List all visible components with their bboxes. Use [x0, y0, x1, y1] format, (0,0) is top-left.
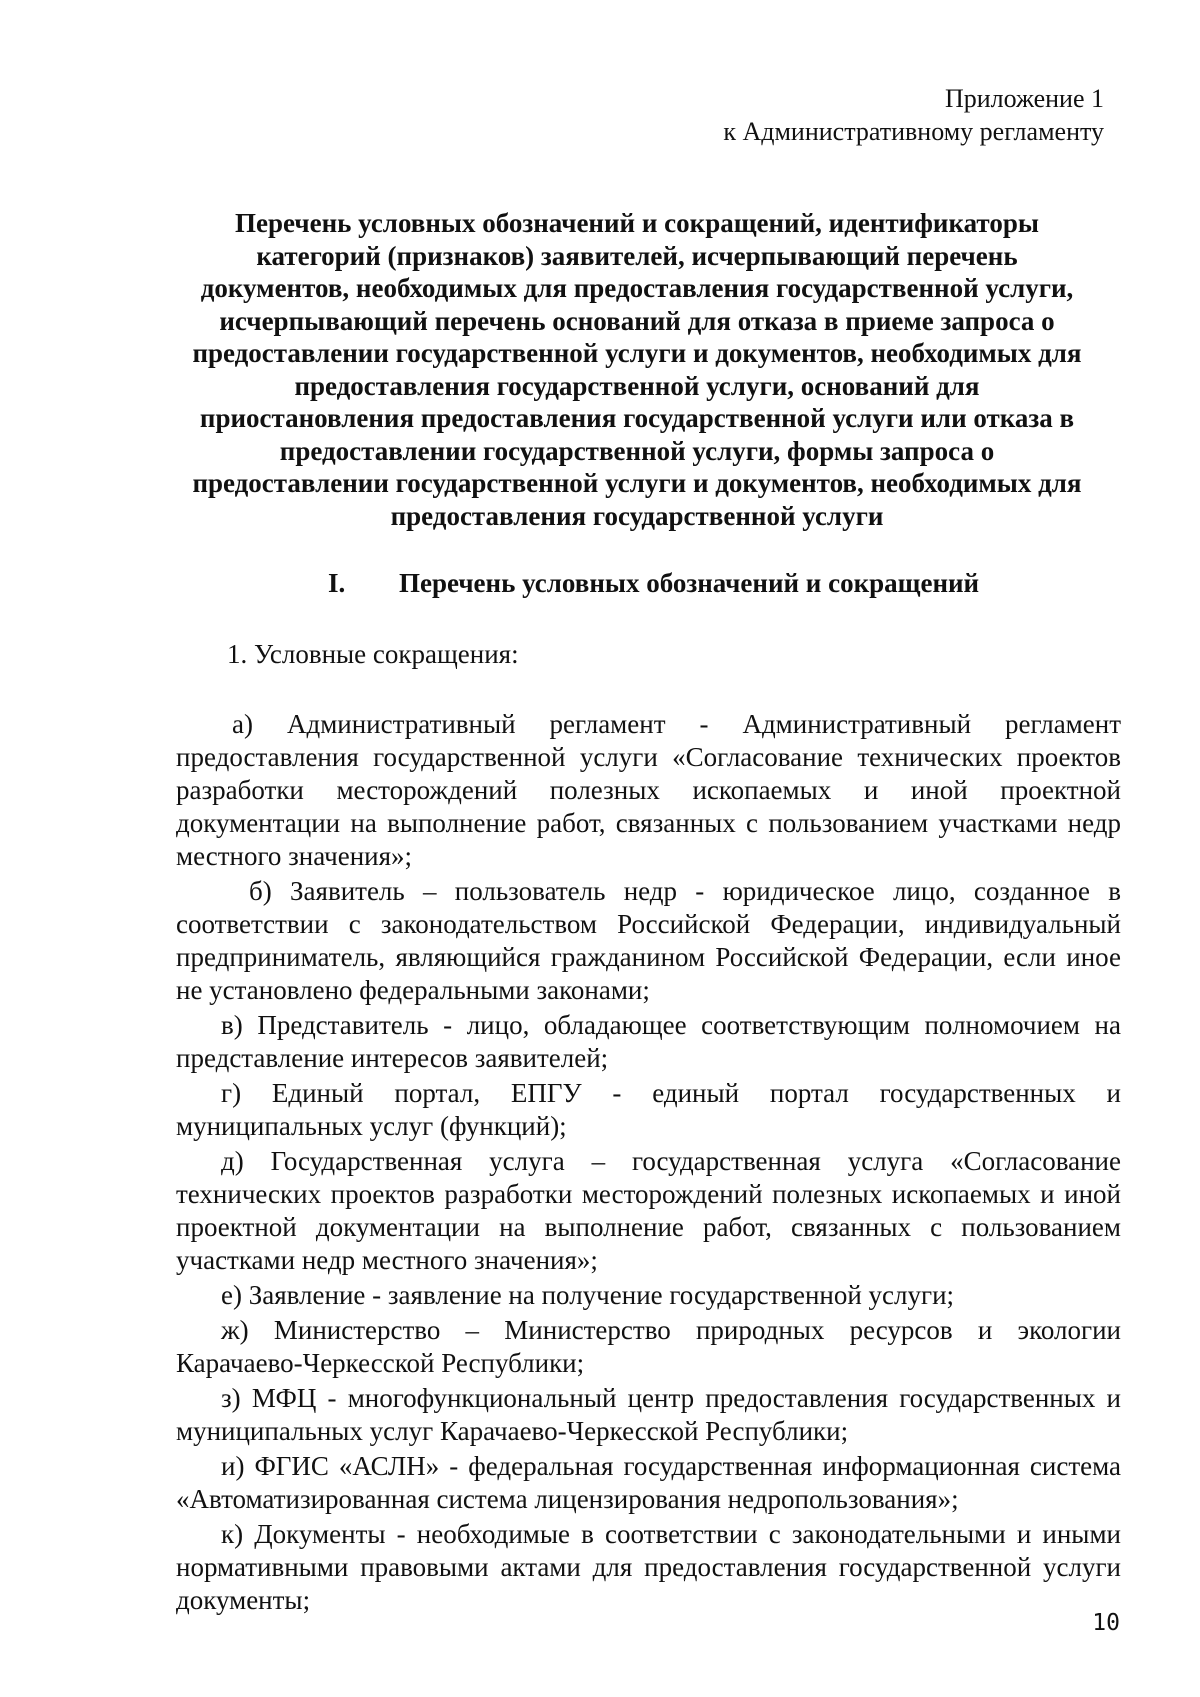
- title-line: документов, необходимых для предоставления государственной услуги,: [200, 273, 1074, 303]
- title-line: исчерпывающий перечень оснований для отказа в приеме запроса о: [219, 305, 1055, 336]
- definition-item: а) Административный регламент - Административный регламент предоставления государственной услуги «Согласование технических проектов разработки месторождений полезных ископаемых и иной проектной документации на выполнение работ, связанных с пользованием участками недр местного значения»;: [176, 709, 1121, 871]
- title-line: категорий (признаков) заявителей, исчерпывающий перечень: [256, 240, 1018, 271]
- definition-item: г) Единый портал, ЕПГУ - единый портал государственных и муниципальных услуг (функций);: [176, 1078, 1121, 1141]
- section-title: Перечень условных обозначений и сокращений: [399, 568, 980, 598]
- definitions-list: [176, 708, 1121, 1619]
- title-line: предоставлении государственной услуги, формы запроса о: [279, 435, 995, 466]
- definition-item: з) МФЦ - многофункциональный центр предоставления государственных и муниципальных услуг Карачаево-Черкесской Республики;: [176, 1383, 1121, 1446]
- subsection-heading: 1. Условные сокращения:: [227, 639, 519, 669]
- title-line: приостановления предоставления государственной услуги или отказа в: [199, 403, 1075, 433]
- appendix-header: [723, 82, 1104, 148]
- definition-item: ж) Министерство – Министерство природных ресурсов и экологии Карачаево-Черкесской Республики;: [176, 1315, 1121, 1378]
- definition-item: д) Государственная услуга – государственная услуга «Согласование технических проектов разработки месторождений полезных ископаемых и иной проектной документации на выполнение работ, связанных с пользованием участками недр местного значения»;: [176, 1146, 1121, 1275]
- title-line: предоставления государственной услуги, оснований для: [294, 370, 980, 401]
- document-title: [160, 207, 1114, 532]
- title-line: предоставления государственной услуги: [390, 500, 884, 531]
- definition-item: б) Заявитель – пользователь недр - юридическое лицо, созданное в соответствии с законодательством Российской Федерации, индивидуальный предприниматель, являющийся гражданином Российской Федерации, если иное не установлено федеральными законами;: [176, 876, 1121, 1005]
- title-line: предоставлении государственной услуги и документов, необходимых для: [192, 338, 1082, 368]
- title-line: предоставлении государственной услуги и документов, необходимых для: [192, 468, 1082, 498]
- definition-item: к) Документы - необходимые в соответствии с законодательными и иными нормативными правовыми актами для предоставления государственной услуги документы;: [176, 1519, 1121, 1615]
- title-line: Перечень условных обозначений и сокращений, идентификаторы: [235, 208, 1039, 238]
- appendix-line-1: Приложение 1: [944, 84, 1104, 113]
- appendix-line-2: к Административному регламенту: [723, 117, 1104, 146]
- definition-item: в) Представитель - лицо, обладающее соответствующим полномочием на представление интересов заявителей;: [176, 1010, 1121, 1073]
- definition-item: и) ФГИС «АСЛН» - федеральная государственная информационная система «Автоматизированная система лицензирования недропользования»;: [176, 1451, 1121, 1514]
- section-number: I.: [328, 568, 346, 598]
- page-number: 10: [1092, 1610, 1120, 1636]
- definition-item: е) Заявление - заявление на получение государственной услуги;: [221, 1280, 955, 1310]
